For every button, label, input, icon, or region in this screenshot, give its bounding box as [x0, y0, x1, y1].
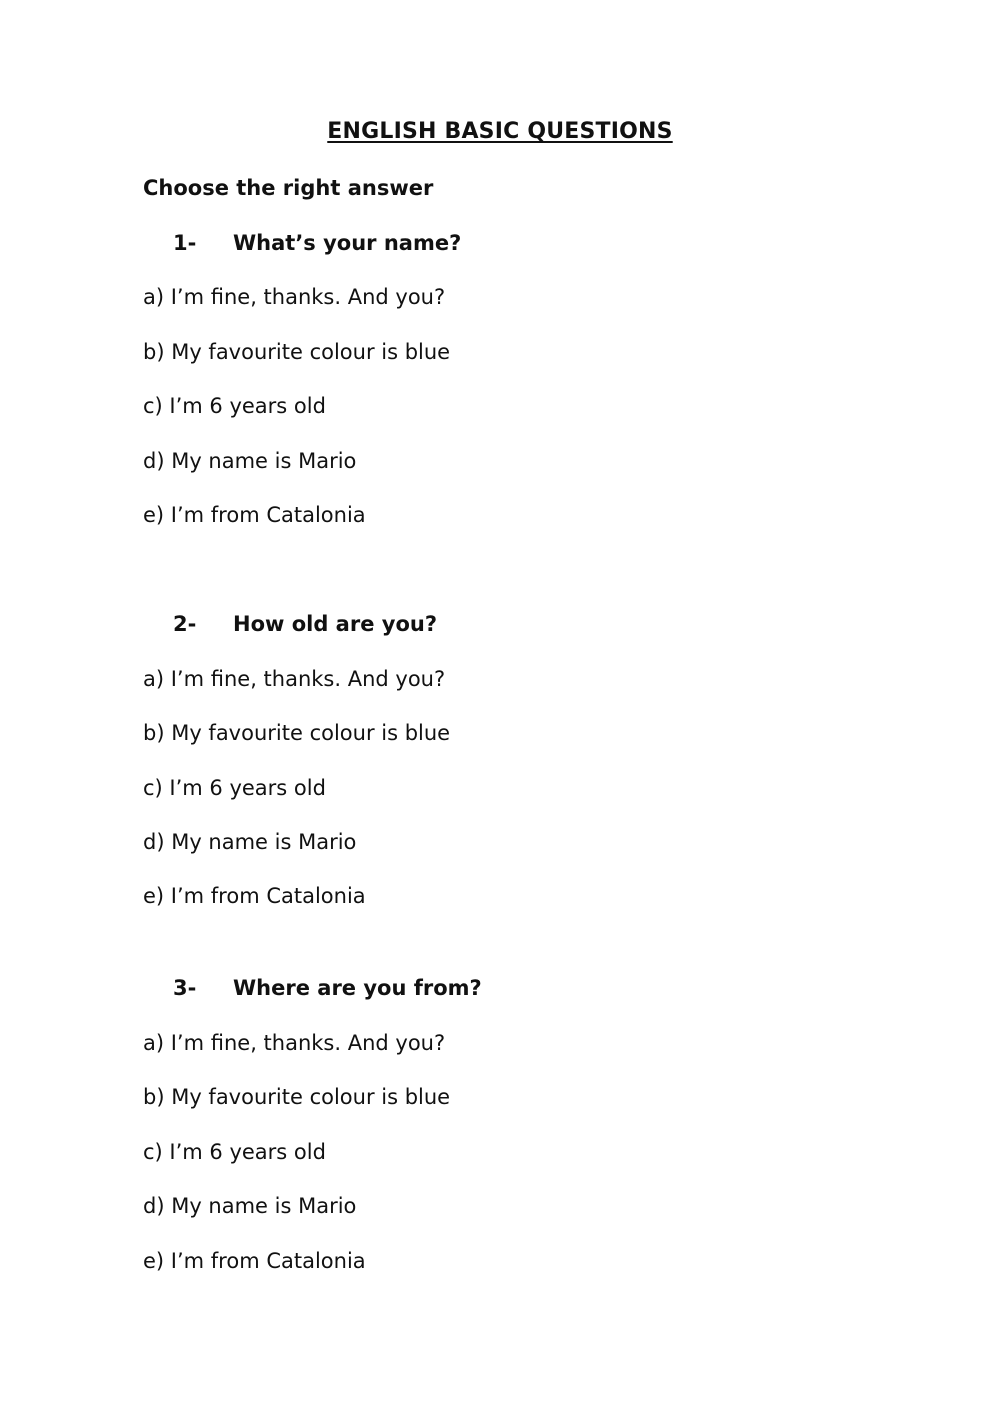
answer-option: e) I’m from Catalonia	[143, 884, 366, 908]
question-text: Where are you from?	[233, 976, 482, 1000]
question-text: What’s your name?	[233, 231, 462, 255]
answer-option: a) I’m fine, thanks. And you?	[143, 1031, 446, 1055]
instructions: Choose the right answer	[143, 176, 434, 200]
answer-option: c) I’m 6 years old	[143, 1140, 326, 1164]
question-3	[173, 976, 482, 1000]
answer-option: e) I’m from Catalonia	[143, 503, 366, 527]
question-2	[173, 612, 437, 636]
question-number: 2-	[173, 612, 197, 636]
worksheet-title: ENGLISH BASIC QUESTIONS	[327, 119, 673, 144]
answer-option: b) My favourite colour is blue	[143, 340, 451, 364]
answer-option: d) My name is Mario	[143, 449, 357, 473]
answer-option: b) My favourite colour is blue	[143, 1085, 451, 1109]
answer-option: e) I’m from Catalonia	[143, 1249, 366, 1273]
answer-option: b) My favourite colour is blue	[143, 721, 451, 745]
answer-option: a) I’m fine, thanks. And you?	[143, 667, 446, 691]
question-1	[173, 231, 461, 255]
answer-option: a) I’m fine, thanks. And you?	[143, 285, 446, 309]
answer-option: c) I’m 6 years old	[143, 394, 326, 418]
question-text: How old are you?	[233, 612, 438, 636]
answer-option: c) I’m 6 years old	[143, 776, 326, 800]
question-number: 1-	[173, 231, 197, 255]
question-number: 3-	[173, 976, 197, 1000]
answer-option: d) My name is Mario	[143, 830, 357, 854]
answer-option: d) My name is Mario	[143, 1194, 357, 1218]
